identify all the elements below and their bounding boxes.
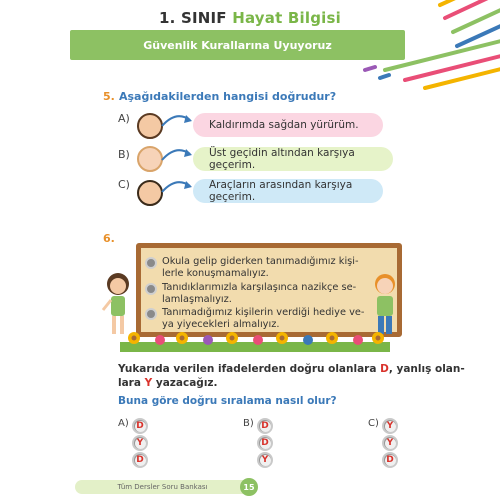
question-5-text: Aşağıdakilerden hangisi doğrudur? [119,90,337,103]
q5-option-c-letter: C) [118,178,130,191]
page-number: 15 [240,478,258,496]
false-mark: Y [144,377,153,389]
q5-option-b-letter: B) [118,148,130,161]
arrow-icon [160,178,196,196]
arrow-icon [160,112,196,130]
q6-instruction: Yukarıda verilen ifadelerden doğru olanlara D, yanlış olan- lara Y yazacağız. [118,363,465,389]
q5-option-a-letter: A) [118,112,130,125]
q5-option-b[interactable]: Üst geçidin altından karşıya geçerim. [193,147,393,171]
subject-label: Hayat Bilgisi [232,9,341,27]
topic-banner: Güvenlik Kurallarına Uyuyoruz [70,30,405,60]
arrow-icon [160,146,196,164]
true-mark: D [380,363,389,375]
bullet-icon [145,257,157,269]
page-title [0,9,500,27]
q5-option-c[interactable]: Araçların arasından karşıya geçerim. [193,179,383,203]
q6-answer-b-mark-2[interactable]: D [257,435,273,451]
board-item-2: Tanıdıklarımızla karşılaşınca nazikçe se- lamlaşmalıyız. [162,282,357,305]
question-6-text: Buna göre doğru sıralama nasıl olur? [118,395,337,407]
q6-answer-a-letter: A) [118,418,129,429]
q6-answer-b-mark-1[interactable]: D [257,418,273,434]
question-6-number: 6. [103,232,115,245]
question-5-number: 5. [103,90,115,103]
q6-answer-b-letter: B) [243,418,254,429]
flowers-decoration-icon [120,328,390,352]
bullet-icon [145,283,157,295]
q5-option-a[interactable]: Kaldırımda sağdan yürürüm. [193,113,383,137]
q6-answer-c-mark-1[interactable]: Y [382,418,398,434]
q6-answer-a-mark-2[interactable]: Y [132,435,148,451]
q6-answer-c-mark-3[interactable]: D [382,452,398,468]
bullet-icon [145,308,157,320]
grade-label: 1. SINIF [159,9,227,27]
q6-answer-b-mark-3[interactable]: Y [257,452,273,468]
footer-book-title: Tüm Dersler Soru Bankası [75,480,250,494]
q6-answer-c-mark-2[interactable]: Y [382,435,398,451]
board-item-1: Okula gelip giderken tanımadığımız kişi- lerle konuşmamalıyız. [162,256,359,279]
board-item-3: Tanımadığımız kişilerin verdiği hediye ve- ya yiyecekleri almalıyız. [162,307,365,330]
q6-answer-c-letter: C) [368,418,379,429]
q6-answer-a-mark-1[interactable]: D [132,418,148,434]
q6-answer-a-mark-3[interactable]: D [132,452,148,468]
